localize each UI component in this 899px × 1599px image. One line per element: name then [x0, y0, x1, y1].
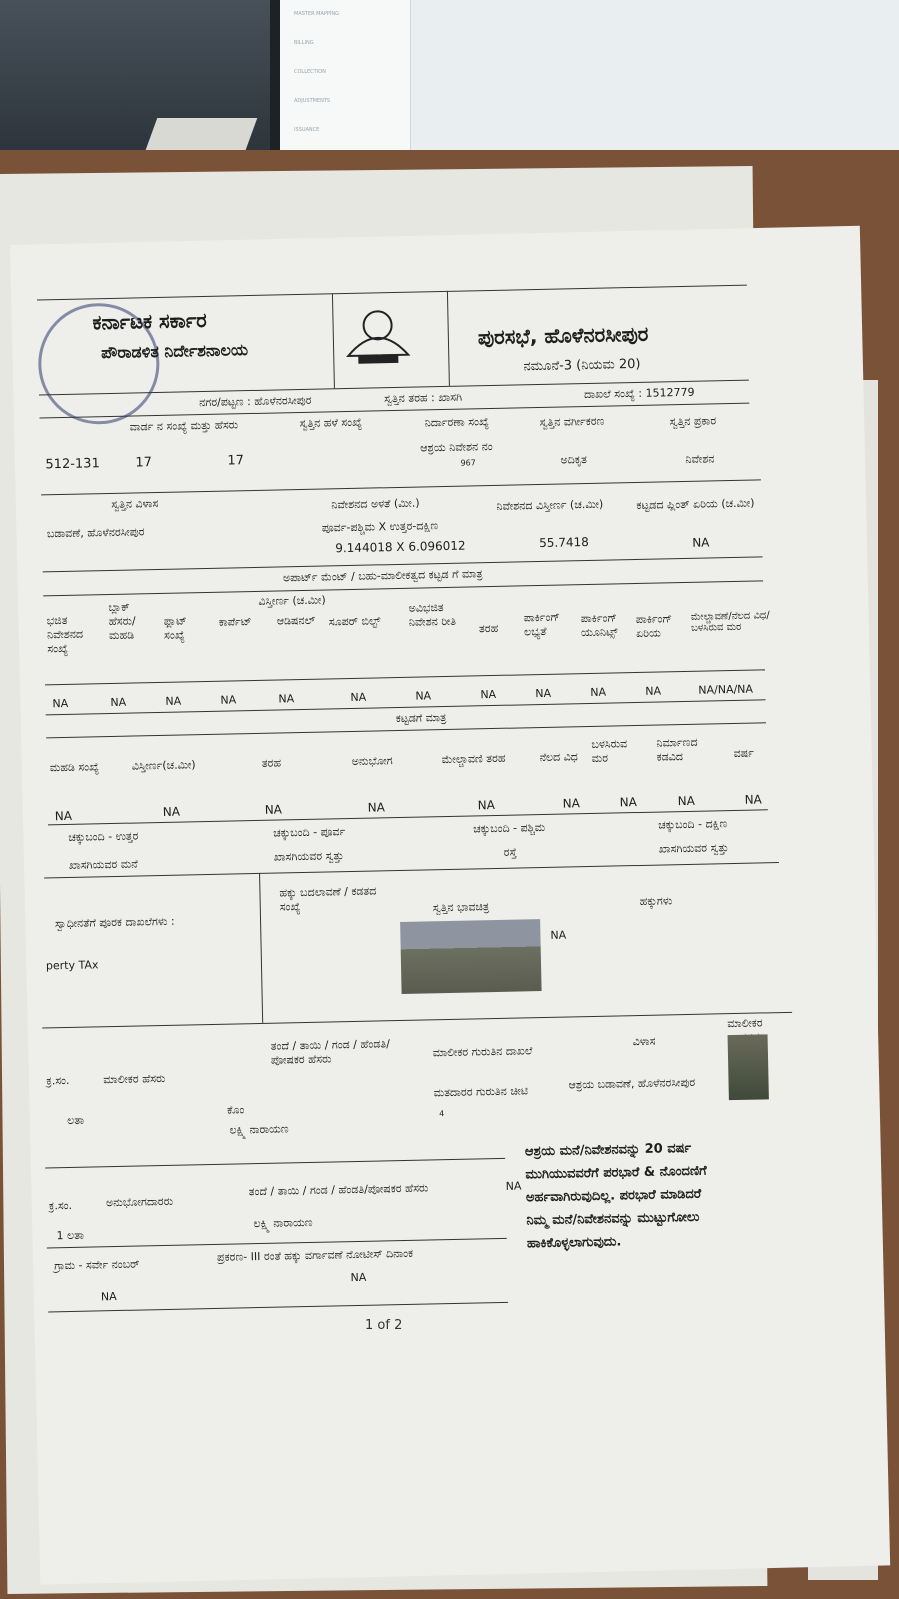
- address-label: ಸ್ವತ್ತಿನ ವಿಳಾಸ: [111, 496, 159, 511]
- apt-value: NA: [645, 684, 662, 698]
- table-border: [41, 479, 761, 495]
- survey-label: ಗ್ರಾಮ - ಸರ್ವೇ ನಂಬರ್: [54, 1257, 140, 1273]
- property-photo-label: ಸ್ವತ್ತಿನ ಭಾವಚಿತ್ರ: [432, 900, 490, 915]
- ward-value: 512-131: [45, 456, 100, 473]
- screen-menu-item: ISSUANCE: [294, 127, 320, 133]
- plinth-value: NA: [692, 535, 710, 550]
- city-label: ನಗರ/ಪಟ್ಟಣ : ಹೊಳೆನರಸೀಪುರ: [199, 393, 312, 410]
- occupant-header-relation: ತಂದೆ / ತಾಯಿ / ಗಂಡ / ಹೆಂಡತಿ/ಪೋಷಕರ ಹೆಸರು: [248, 1181, 429, 1199]
- bldg-header: ಬಳಸಿರುವ ಮರ: [591, 737, 628, 765]
- owner-header-name: ಮಾಲೀಕರ ಹೆಸರು: [103, 1071, 166, 1087]
- address-value: ಬಡಾವಣೆ, ಹೊಳೆನರಸೀಪುರ: [46, 525, 145, 541]
- form-number: ನಮೂನೆ-3 (ನಿಯಮ 20): [523, 356, 641, 375]
- handwritten-note-line: ಮುಗಿಯುವವರೆಗೆ ಪರಭಾರೆ & ನೊಂದಣಿಗೆ: [525, 1163, 707, 1183]
- property-kind-header: ಸ್ವತ್ತಿನ ಪ್ರಕಾರ: [669, 414, 717, 429]
- old-number-value: 17: [135, 455, 153, 471]
- record-number: ದಾಖಲೆ ಸಂಖ್ಯೆ : 1512779: [583, 385, 695, 402]
- classification-header: ಸ್ವತ್ತಿನ ವರ್ಗೀಕರಣ: [539, 414, 605, 429]
- apt-value: NA: [415, 689, 432, 703]
- assessment-value: 17: [227, 453, 245, 469]
- boundary-south-value: ಖಾಸಗಿಯವರ ಸ್ವತ್ತು: [658, 841, 729, 856]
- govt-title: ಕರ್ನಾಟಕ ಸರ್ಕಾರ: [92, 307, 207, 335]
- state-emblem-icon: [337, 300, 418, 372]
- owner-photo: [728, 1034, 769, 1100]
- table-border: [332, 293, 335, 388]
- apt-value: NA: [480, 687, 497, 702]
- owner-header-sno: ಕ್ರ.ಸಂ.: [46, 1073, 70, 1088]
- owner-header-photo: ಮಾಲೀಕರ: [727, 1016, 763, 1031]
- occupant-header-sno: ಕ್ರ.ಸಂ.: [48, 1198, 73, 1213]
- dimension-label: ನಿವೇಶನದ ಅಳತೆ (ಮೀ.): [331, 496, 420, 512]
- boundary-east-value: ಖಾಸಗಿಯವರ ಸ್ವತ್ತು: [273, 849, 344, 864]
- plinth-label: ಕಟ್ಟಡದ ಪ್ಲಿಂತ್ ಏರಿಯ (ಚ.ಮೀ): [636, 496, 755, 512]
- notice-value: NA: [350, 1270, 367, 1285]
- screen-sidebar: [280, 0, 411, 175]
- apt-value: NA: [350, 690, 367, 704]
- directorate-title: ಪೌರಾಡಳಿತ ನಿರ್ದೇಶನಾಲಯ: [100, 340, 249, 363]
- rights-value: NA: [550, 928, 567, 942]
- bldg-value: NA: [562, 796, 580, 811]
- property-kind-value: ನಿವೇಶನ: [685, 452, 715, 466]
- apt-header: ಅವಿಭಜಿತ ನಿವೇಶನ ರೀತಿ: [408, 601, 457, 629]
- property-photo: [400, 919, 541, 994]
- apt-header: ಮೇಲ್ಚಾವಣೆ/ನೆಲದ ವಿಧ/ಬಳಸಿರುವ ಮರ: [690, 610, 770, 634]
- bldg-value: NA: [744, 792, 762, 807]
- apt-header: ಆಡಿಷನಲ್: [276, 613, 316, 628]
- old-number-header: ಸ್ವತ್ತಿನ ಹಳೆ ಸಂಖ್ಯೆ: [299, 415, 363, 431]
- owner-header-id: ಮಾಲೀಕರ ಗುರುತಿನ ದಾಖಲೆ: [432, 1044, 533, 1060]
- transfer-label: ಹಕ್ಕು ಬದಲಾವಣೆ / ಕಡತದ ಸಂಖ್ಯೆ: [279, 884, 377, 914]
- bldg-header: ವಿಸ್ತೀರ್ಣ(ಚ.ಮೀ): [131, 758, 196, 773]
- apt-header: ತರಹ: [478, 621, 499, 636]
- bldg-header: ಮಹಡಿ ಸಂಖ್ಯೆ: [49, 760, 100, 775]
- area-label: ನಿವೇಶನದ ವಿಸ್ತೀರ್ಣ (ಚ.ಮೀ): [496, 497, 604, 513]
- occupant-row: 1 ಲತಾ: [56, 1228, 85, 1243]
- bldg-header: ಮೇಲ್ಚಾವಣಿ ತರಹ: [441, 751, 506, 767]
- notice-label: ಪ್ರಕರಣ- III ರಂತೆ ಹಕ್ಕು ವರ್ಗಾವಣೆ ನೋಟೀಸ್ ದಿನಾಂಕ: [216, 1246, 414, 1264]
- dimension-subtitle: ಪೂರ್ವ-ಪಶ್ಚಿಮ X ಉತ್ತರ-ದಕ್ಷಿಣ: [321, 519, 439, 535]
- assessment-header: ನಿರ್ದಾರಣಾ ಸಂಖ್ಯೆ: [424, 415, 490, 430]
- supporting-docs-value: perty TAx: [45, 958, 99, 973]
- owner-id-number: 4: [439, 1109, 445, 1119]
- apt-value: NA: [110, 695, 127, 710]
- apt-value: NA: [278, 692, 295, 706]
- property-record-form: [12, 284, 813, 1304]
- rights-label: ಹಕ್ಕುಗಳು: [639, 894, 673, 908]
- screen-menu-item: BILLING: [294, 40, 314, 46]
- bldg-value: NA: [367, 800, 386, 815]
- table-border: [45, 669, 765, 685]
- dimension-value: 9.144018 X 6.096012: [335, 538, 466, 556]
- apt-value: NA: [52, 696, 69, 711]
- survey-value: NA: [100, 1290, 117, 1304]
- occupant-na: NA: [505, 1179, 522, 1193]
- owner-relation: ಲಕ್ಷ್ಮಿ ನಾರಾಯಣ: [229, 1122, 289, 1137]
- building-title: ಕಟ್ಟಡಗೆ ಮಾತ್ರ: [395, 710, 447, 726]
- owner-header-address: ವಿಳಾಸ: [632, 1034, 656, 1049]
- table-border: [47, 1238, 507, 1249]
- apt-value: NA: [535, 686, 552, 701]
- table-border: [42, 1012, 792, 1029]
- supporting-docs-label: ಸ್ವಾಧೀನತೆಗೆ ಪೂರಕ ದಾಖಲೆಗಳು :: [54, 914, 175, 931]
- apt-header: ಕಾರ್ಪೆಟ್: [218, 615, 252, 629]
- boundary-east-label: ಚಕ್ಕುಬಂದಿ - ಪೂರ್ವ: [273, 825, 346, 840]
- occupant-header-name: ಅನುಭೋಗದಾರರು: [105, 1194, 174, 1210]
- apt-value: NA/NA/NA: [698, 682, 754, 697]
- bldg-value: NA: [677, 793, 695, 809]
- apt-value: NA: [165, 694, 182, 708]
- classification-value: ಅದಿಕೃತ: [560, 452, 588, 467]
- property-type: ಸ್ವತ್ತಿನ ತರಹ : ಖಾಸಗಿ: [384, 390, 463, 406]
- handwritten-note-line: ಆಶ್ರಯ ಮನೆ/ನಿವೇಶನವನ್ನು 20 ವರ್ಷ: [524, 1140, 692, 1160]
- apartment-title: ಅಪಾರ್ಟ್ ಮೆಂಟ್ / ಬಹು-ಮಾಲೀಕತ್ವದ ಕಟ್ಟಡ ಗೆ ಮಾತ್ರ: [282, 567, 483, 585]
- bldg-header: ತರಹ: [261, 756, 282, 770]
- handwritten-note-line: ನಿಮ್ಮ ಮನೆ/ನಿವೇಶನವನ್ನು ಮುಟ್ಟುಗೋಲು: [526, 1209, 700, 1229]
- bldg-header: ನೆಲದ ವಿಧ: [539, 750, 578, 765]
- screen-menu-item: ADJUSTMENTS: [294, 98, 331, 104]
- owner-address: ಆಶ್ರಯ ಬಡಾವಣೆ, ಹೊಳೆನರಸೀಪುರ: [568, 1075, 696, 1092]
- apt-header: ಭಜಿತ ನಿವೇಶನದ ಸಂಖ್ಯೆ: [46, 613, 84, 656]
- owner-relation-prefix: ಕೊಂ: [226, 1103, 245, 1117]
- handwritten-note-line: ಅರ್ಹವಾಗಿರುವುದಿಲ್ಲ. ಪರಭಾರೆ ಮಾಡಿದರೆ: [525, 1186, 702, 1206]
- bldg-value: NA: [162, 804, 181, 819]
- table-border: [447, 291, 450, 386]
- bldg-header: ಅನುಭೋಗ: [351, 754, 393, 768]
- page-number: 1 of 2: [365, 1318, 403, 1333]
- apt-header: ಪಾರ್ಕಿಂಗ್ ಯೂನಿಟ್ಸ್: [580, 611, 618, 640]
- owner-name: ಲತಾ: [67, 1113, 85, 1128]
- ward-header: ವಾರ್ಡ ನ ಸಂಖ್ಯೆ ಮತ್ತು ಹೆಸರು: [129, 418, 239, 434]
- occupant-relation: ಲಕ್ಷ್ಮಿ ನಾರಾಯಣ: [253, 1215, 313, 1231]
- apt-header: ಸೂಪರ್ ಬಿಲ್ಟ್: [328, 614, 381, 629]
- boundary-west-label: ಚಕ್ಕುಬಂದಿ - ಪಶ್ಚಿಮ: [473, 820, 546, 836]
- owner-id-doc: ಮತದಾರರ ಗುರುತಿನ ಚೀಟಿ: [433, 1084, 529, 1100]
- bldg-header: ನಿರ್ಮಾಣದ ಕಡವಿದ: [656, 735, 698, 764]
- apt-header: ಬ್ಲಾಕ್ ಹೆಸರು/ ಮಹಡಿ: [108, 600, 136, 643]
- bldg-value: NA: [477, 797, 496, 813]
- apt-value: NA: [590, 685, 607, 699]
- handwritten-note-line: ಹಾಕಿಕೊಳ್ಳಲಾಗುವುದು.: [526, 1234, 622, 1252]
- apt-header: ಪಾರ್ಕಿಂಗ್ ಏರಿಯ: [635, 612, 673, 641]
- boundary-north-value: ಖಾಸಗಿಯವರ ಮನೆ: [68, 857, 138, 872]
- table-border: [45, 1158, 505, 1169]
- owner-header-relation: ತಂದೆ / ತಾಯಿ / ಗಂಡ / ಹೆಂಡತಿ/ಪೋಷಕರ ಹೆಸರು: [270, 1037, 390, 1067]
- apt-header: ಪಾರ್ಕಿಂಗ್ ಲಭ್ಯತೆ: [523, 610, 561, 639]
- boundary-south-label: ಚಕ್ಕುಬಂದಿ - ದಕ್ಷಿಣ: [658, 817, 728, 832]
- bldg-value: NA: [264, 802, 283, 817]
- printer: [0, 0, 270, 170]
- site-number: 967: [460, 458, 476, 468]
- table-border: [259, 873, 263, 1023]
- area-value: 55.7418: [539, 534, 589, 551]
- table-border: [44, 862, 779, 878]
- bldg-header: ವರ್ಷ: [733, 746, 755, 760]
- apt-header: ಫ್ಲಾಟ್ ಸಂಖ್ಯೆ: [163, 614, 187, 642]
- apt-value: NA: [220, 693, 237, 707]
- municipality-title: ಪುರಸಭೆ, ಹೊಳೆನರಸೀಪುರ: [477, 321, 649, 350]
- boundary-north-label: ಚಕ್ಕುಬಂದಿ - ಉತ್ತರ: [68, 829, 139, 844]
- apartment-area-group: ವಿಸ್ತೀರ್ಣ (ಚ.ಮೀ): [258, 593, 326, 608]
- bldg-value: NA: [619, 795, 637, 810]
- screen-menu-item: COLLECTION: [294, 69, 326, 75]
- bldg-value: NA: [54, 808, 73, 824]
- screen-menu-item: MASTER MAPPING: [294, 11, 340, 17]
- scheme-value: ಆಶ್ರಯ ನಿವೇಶನ ನಂ: [420, 439, 493, 455]
- boundary-west-value: ರಸ್ತೆ: [503, 845, 517, 859]
